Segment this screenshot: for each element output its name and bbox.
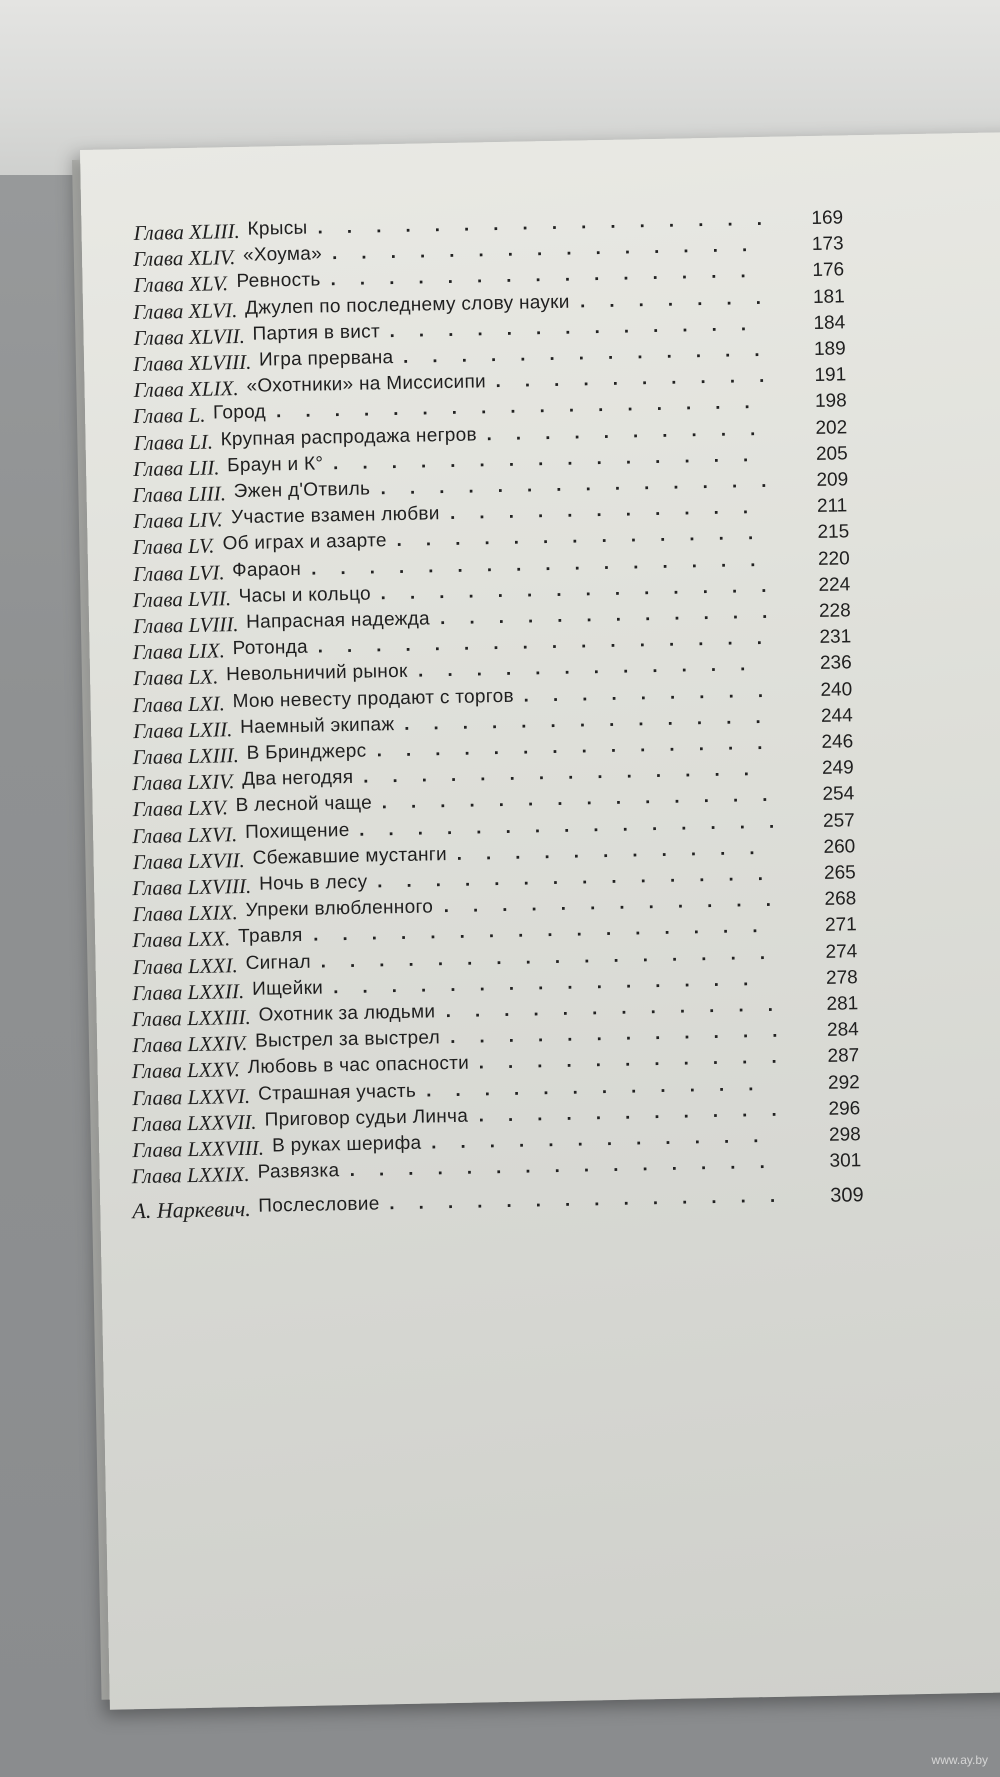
chapter-number: Глава LXXIII. — [131, 1004, 251, 1032]
dot-leader: .............. — [376, 732, 787, 762]
dot-leader: ................ — [317, 627, 787, 658]
chapter-number: Глава L. — [132, 403, 206, 429]
dot-leader: ......... — [523, 680, 788, 707]
chapter-number: Глава LXX. — [131, 926, 231, 953]
dot-leader: ............ — [430, 1125, 783, 1154]
page-number: 287 — [827, 1045, 860, 1068]
page-number: 169 — [811, 207, 844, 229]
chapter-number: Глава XLIV. — [132, 245, 236, 272]
page-number: 205 — [815, 443, 848, 465]
dot-leader: .............. — [362, 759, 774, 788]
chapter-number: Глава LXXIV. — [131, 1031, 248, 1058]
dot-leader: ............... — [349, 1151, 789, 1182]
dot-leader: ........... — [478, 1046, 801, 1074]
dot-leader: ................ — [312, 916, 782, 947]
page-number: 189 — [813, 338, 846, 360]
page-number: 236 — [819, 652, 852, 675]
chapter-title: Партия в вист — [252, 321, 381, 345]
dot-leader: ............... — [332, 968, 773, 999]
page-number: 292 — [827, 1071, 860, 1094]
chapter-number: Глава LXI. — [132, 690, 226, 717]
chapter-title: Развязка — [257, 1160, 340, 1183]
chapter-number: Глава LXVIII. — [131, 873, 252, 901]
chapter-number: Глава LVII. — [132, 585, 232, 612]
chapter-title: Мою невесту продают с торгов — [232, 685, 515, 712]
chapter-number: Глава LI. — [133, 429, 214, 455]
chapter-number: Глава LXXVII. — [131, 1109, 257, 1136]
page-number: 181 — [812, 285, 845, 308]
chapter-number: Глава LVI. — [132, 559, 225, 586]
chapter-title: Напрасная надежда — [245, 608, 431, 633]
chapter-number: Глава LXII. — [132, 716, 233, 743]
chapter-title: Крупная распродажа негров — [220, 424, 478, 450]
chapter-number: Глава XLV. — [133, 271, 229, 298]
dot-leader: ................ — [320, 942, 790, 973]
chapter-title: «Охотники» на Миссисипи — [246, 371, 487, 398]
dot-leader: .......... — [486, 418, 780, 445]
chapter-title: Игра прервана — [258, 347, 394, 371]
dot-leader: ................ — [310, 549, 780, 580]
chapter-number: Глава LXVII. — [132, 847, 245, 874]
page-number: 202 — [815, 416, 848, 439]
page-number: 254 — [822, 783, 855, 806]
watermark: www.ay.by — [931, 1753, 988, 1767]
page-number: 281 — [826, 993, 859, 1015]
dot-leader: ............ — [449, 1020, 802, 1049]
page-number: 257 — [822, 809, 855, 832]
chapter-title: Два негодяя — [241, 767, 354, 791]
chapter-title: Ротонда — [232, 636, 309, 660]
chapter-title: «Хоума» — [242, 243, 323, 267]
chapter-title: Страшная участь — [257, 1080, 417, 1105]
chapter-number: Глава LVIII. — [132, 612, 239, 639]
page-number: 271 — [824, 914, 857, 937]
page-number: 191 — [814, 364, 847, 387]
page-number: 265 — [823, 862, 856, 884]
dot-leader: ........... — [449, 496, 773, 525]
chapter-number: Глава LXIV. — [131, 769, 235, 796]
chapter-number: Глава LX. — [132, 664, 219, 691]
page-number: 296 — [828, 1097, 861, 1120]
page-number: 246 — [821, 731, 854, 753]
chapter-title: Ревность — [236, 269, 321, 293]
chapter-number: Глава LXXV. — [131, 1057, 241, 1084]
chapter-number: Глава LXXII. — [131, 978, 245, 1005]
chapter-number: Глава LIX. — [132, 638, 226, 665]
chapter-number: Глава XLIX. — [133, 376, 239, 403]
page-number: 215 — [817, 521, 850, 544]
chapter-number: Глава LXXVI. — [131, 1083, 251, 1110]
page-number: 231 — [819, 626, 852, 649]
chapter-title: Часы и кольцо — [238, 583, 372, 607]
chapter-number: Глава LXXVIII. — [131, 1135, 265, 1163]
chapter-title: Джулеп по последнему слову науки — [244, 291, 570, 319]
chapter-title: Невольничий рынок — [225, 661, 408, 686]
dot-leader: .......... — [495, 365, 789, 393]
chapter-title: Приговор судьи Линча — [264, 1105, 469, 1131]
chapter-title: Крысы — [247, 217, 308, 240]
dot-leader: ........... — [478, 1099, 801, 1127]
page-number: 184 — [813, 312, 846, 334]
chapter-number: Глава LXXI. — [132, 952, 238, 979]
chapter-title: В лесной чаще — [235, 792, 373, 817]
dot-leader: ............... — [332, 444, 773, 474]
dot-leader: ................. — [275, 392, 774, 423]
page-number: 268 — [824, 888, 857, 911]
page-number: 301 — [829, 1150, 862, 1172]
chapter-title: Ищейки — [251, 977, 324, 1000]
dot-leader: .............. — [376, 863, 788, 893]
chapter-title: Охотник за людьми — [258, 1001, 436, 1026]
dot-leader: ................ — [317, 208, 787, 239]
page-number: 284 — [826, 1019, 859, 1042]
chapter-title: Браун и К° — [226, 453, 324, 477]
chapter-number: Глава LXIII. — [132, 743, 240, 770]
chapter-title: Травля — [237, 925, 303, 948]
dot-leader: ............... — [331, 234, 772, 265]
chapter-title: В руках шерифа — [271, 1132, 422, 1157]
chapter-title: Город — [212, 401, 267, 424]
dot-leader: ........... — [456, 837, 779, 865]
chapter-title: Упреки влюбленного — [245, 896, 434, 922]
page-number: 274 — [825, 940, 858, 963]
chapter-number: Глава LXVI. — [131, 821, 238, 848]
dot-leader: ............... — [330, 261, 770, 291]
chapter-number: Глава LXXIX. — [131, 1162, 250, 1189]
book-page — [80, 131, 1000, 1710]
chapter-number: Глава LV. — [132, 533, 215, 560]
page-number: 228 — [818, 600, 851, 622]
page-number: 198 — [814, 390, 847, 413]
chapter-number: А. Наркевич. — [132, 1196, 251, 1224]
dot-leader: ............ — [417, 654, 770, 682]
page-number: 244 — [820, 705, 853, 727]
chapter-number: Глава XLVIII. — [132, 349, 252, 377]
chapter-number: Глава LIII. — [132, 481, 227, 508]
chapter-title: В Бринджерс — [246, 740, 367, 764]
dot-leader: ............ — [443, 889, 796, 918]
page-number: 298 — [828, 1124, 861, 1146]
chapter-title: Наемный экипаж — [239, 713, 395, 738]
dot-leader: ............. — [402, 339, 784, 368]
dot-leader: .............. — [380, 470, 791, 500]
dot-leader: .............. — [380, 575, 791, 605]
page-number: 240 — [820, 678, 853, 701]
page-number: 260 — [823, 836, 856, 858]
chapter-title: Об играх и азарте — [222, 530, 388, 555]
dot-leader: ............ — [439, 601, 792, 630]
dot-leader: .............. — [381, 784, 792, 814]
dot-leader: ............. — [389, 313, 771, 342]
dot-leader: ............. — [396, 523, 778, 552]
chapter-number: Глава LXV. — [132, 795, 229, 822]
page-number: 209 — [816, 469, 849, 491]
page-number: 176 — [812, 259, 845, 282]
dot-leader: ............ — [445, 994, 798, 1023]
page-number: 278 — [825, 967, 858, 989]
chapter-title: Участие взамен любви — [230, 503, 440, 529]
page-number: 173 — [811, 233, 844, 256]
page-number: 224 — [818, 574, 851, 596]
chapter-number: Глава XLIII. — [133, 218, 241, 245]
chapter-number: Глава XLVII. — [133, 323, 246, 350]
chapter-title: Сигнал — [245, 951, 312, 974]
dot-leader: ............... — [358, 810, 799, 841]
chapter-title: Любовь в час опасности — [247, 1053, 470, 1079]
chapter-number: Глава LII. — [132, 455, 220, 481]
page-number: 220 — [817, 547, 850, 570]
chapter-title: Сбежавшие мустанги — [252, 843, 448, 869]
chapter-title: Ночь в лесу — [258, 871, 368, 895]
chapter-number: Глава LXIX. — [132, 900, 238, 927]
chapter-title: Послесловие — [258, 1193, 380, 1218]
dot-leader: .............. — [389, 1185, 800, 1215]
page-number: 249 — [821, 757, 854, 780]
chapter-title: Эжен д'Отвиль — [233, 478, 371, 503]
chapter-title: Выстрел за выстрел — [254, 1027, 441, 1052]
dot-leader: ............. — [403, 706, 785, 735]
dot-leader: ....... — [579, 287, 786, 313]
chapter-title: Похищение — [244, 819, 350, 843]
page-number: 211 — [816, 495, 848, 518]
chapter-number: Глава LIV. — [132, 507, 223, 534]
chapter-title: Фараон — [231, 558, 302, 581]
page-number: 309 — [830, 1184, 864, 1208]
dot-leader: ............ — [425, 1073, 778, 1102]
chapter-number: Глава XLVI. — [132, 297, 238, 324]
